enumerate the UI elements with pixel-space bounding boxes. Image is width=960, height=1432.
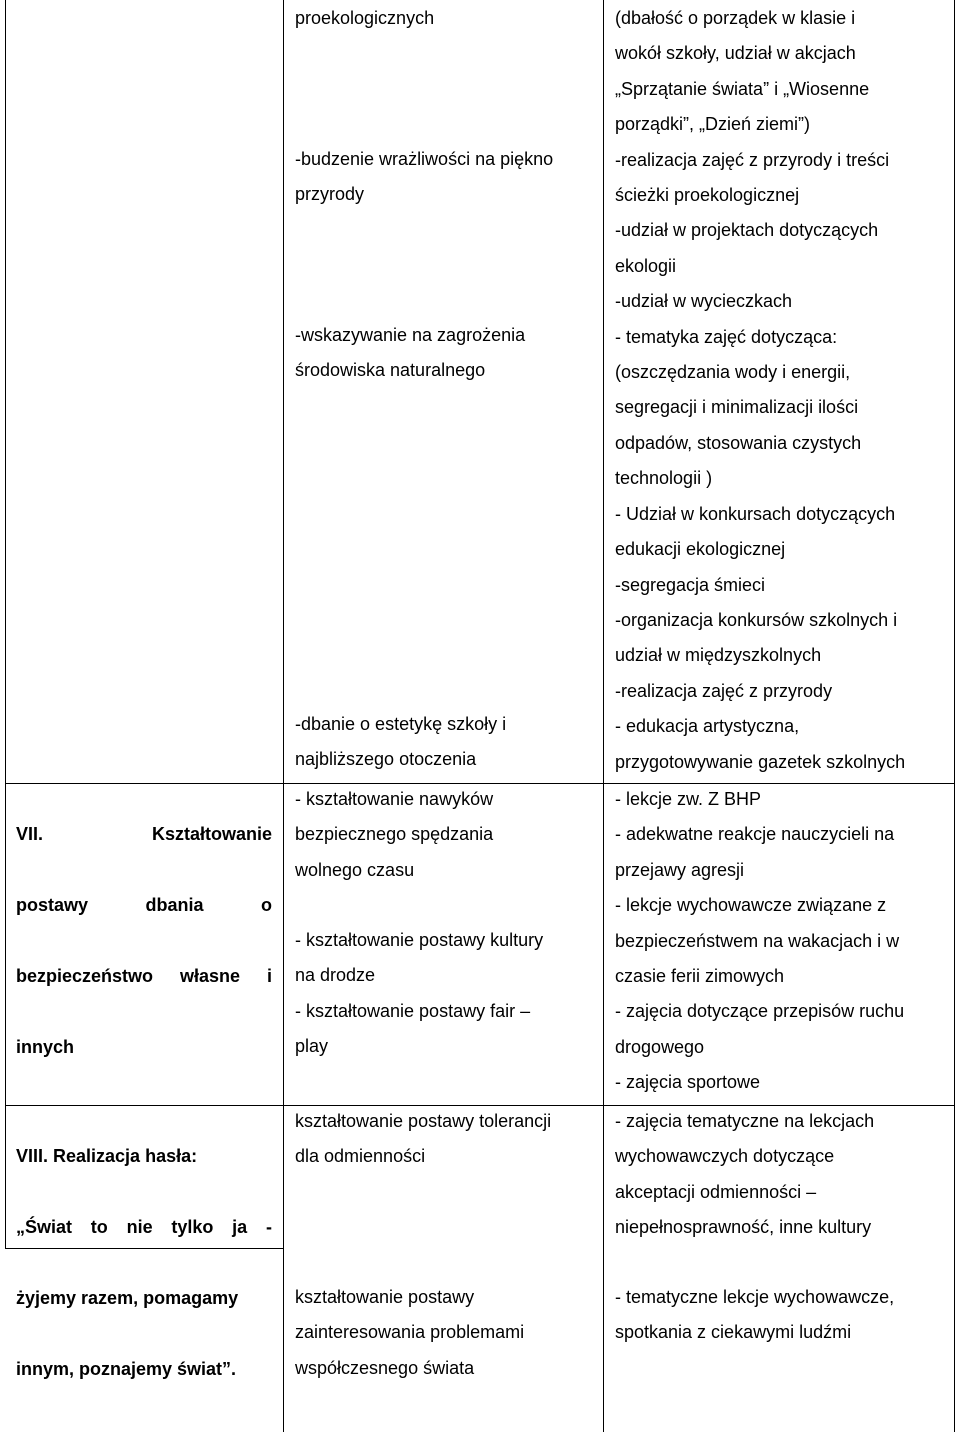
section-vii-word: i [266, 966, 272, 987]
section-vii-word: postawy [16, 895, 89, 916]
goal-tolerancja: kształtowanie postawy tolerancji dla odmienności [295, 1111, 552, 1167]
section-vii-word: dbania [145, 895, 204, 916]
column-divider-1 [283, 0, 284, 1432]
section-vii-word: o [260, 895, 272, 916]
section-vii-line-2 [16, 888, 272, 923]
section-viii-word: to [90, 1217, 108, 1238]
section-viii-word: tylko [171, 1217, 214, 1238]
goal-zagrozenia-srodowiska: -wskazywanie na zagrożenia środowiska naturalnego [295, 325, 526, 381]
section-viii-line-2 [16, 1210, 272, 1245]
goal-kultura-na-drodze: - kształtowanie postawy kultury na drodze - kształtowanie postawy fair – play [295, 930, 544, 1057]
section-viii-word: nie [126, 1217, 153, 1238]
goal-problemy-swiata: kształtowanie postawy zainteresowania problemami współczesnego świata [295, 1287, 525, 1378]
activities-spotkania: - tematyczne lekcje wychowawcze, spotkania z ciekawymi ludźmi [615, 1287, 895, 1343]
section-viii-word: „Świat [16, 1217, 73, 1238]
section-viii-word: - [265, 1217, 272, 1238]
column-divider-2 [603, 0, 604, 1432]
section-vii-word: bezpieczeństwo [16, 966, 154, 987]
section-vii-word: własne [179, 966, 241, 987]
activities-odmiennosc: - zajęcia tematyczne na lekcjach wychowawczych dotyczące akceptacji odmienności – niepełnosprawność, inne kultury [615, 1111, 875, 1238]
section-vii-line-1 [16, 817, 272, 852]
goal-proekologicznych: proekologicznych [295, 8, 435, 28]
section-viii-line-1: VIII. Realizacja hasła: [16, 1146, 198, 1167]
section-viii-line-3: żyjemy razem, pomagamy [16, 1288, 239, 1309]
section-vii-number: VII. [16, 824, 44, 845]
section-viii-title [16, 1104, 272, 1423]
section-vii-title [16, 782, 272, 1101]
goal-wrazliwosc-na-piekno: -budzenie wrażliwości na piękno przyrody [295, 149, 554, 205]
activities-ekologia: (dbałość o porządek w klasie i wokół szkoły, udział w akcjach „Sprzątanie świata” i „Wiosenne porządki”, „Dzień ziemi”) -realizacja zajęć z przyrody i treści ścieżki proekologicznej -udział w projektach dotyczących ekologii -udział w wycieczkach - tematyka zajęć dotycząca: (oszczędzania wody i energii, segregacji i minimalizacji ilości odpadów, stosowania czystych technologii ) - Udział w konkursach dotyczących edukacji ekologicznej -segregacja śmieci -organizacja konkursów szkolnych i udział w międzyszkolnych -realizacja zajęć z przyrody - edukacja artystyczna, przygotowywanie gazetek szkolnych [615, 8, 906, 772]
table-border-left [5, 0, 6, 1248]
section-vii-word: Kształtowanie [151, 824, 272, 845]
section-viii-word: ja [232, 1217, 248, 1238]
goal-estetyka-szkoly: -dbanie o estetykę szkoły i najbliższego otoczenia [295, 714, 507, 770]
section-vii-line-4: innych [16, 1036, 75, 1057]
goal-nawyki-bezpieczenstwa: - kształtowanie nawyków bezpiecznego spędzania wolnego czasu [295, 789, 494, 880]
section-vii-line-3 [16, 959, 272, 994]
table-border-right [954, 0, 955, 1432]
activities-bezpieczenstwo: - lekcje zw. Z BHP - adekwatne reakcje nauczycieli na przejawy agresji - lekcje wychowawcze związane z bezpieczeństwem na wakacjach i w czasie ferii zimowych - zajęcia dotyczące przepisów ruchu drogowego - zajęcia sportowe [615, 789, 905, 1093]
section-viii-line-4: innym, poznajemy świat”. [16, 1358, 237, 1379]
